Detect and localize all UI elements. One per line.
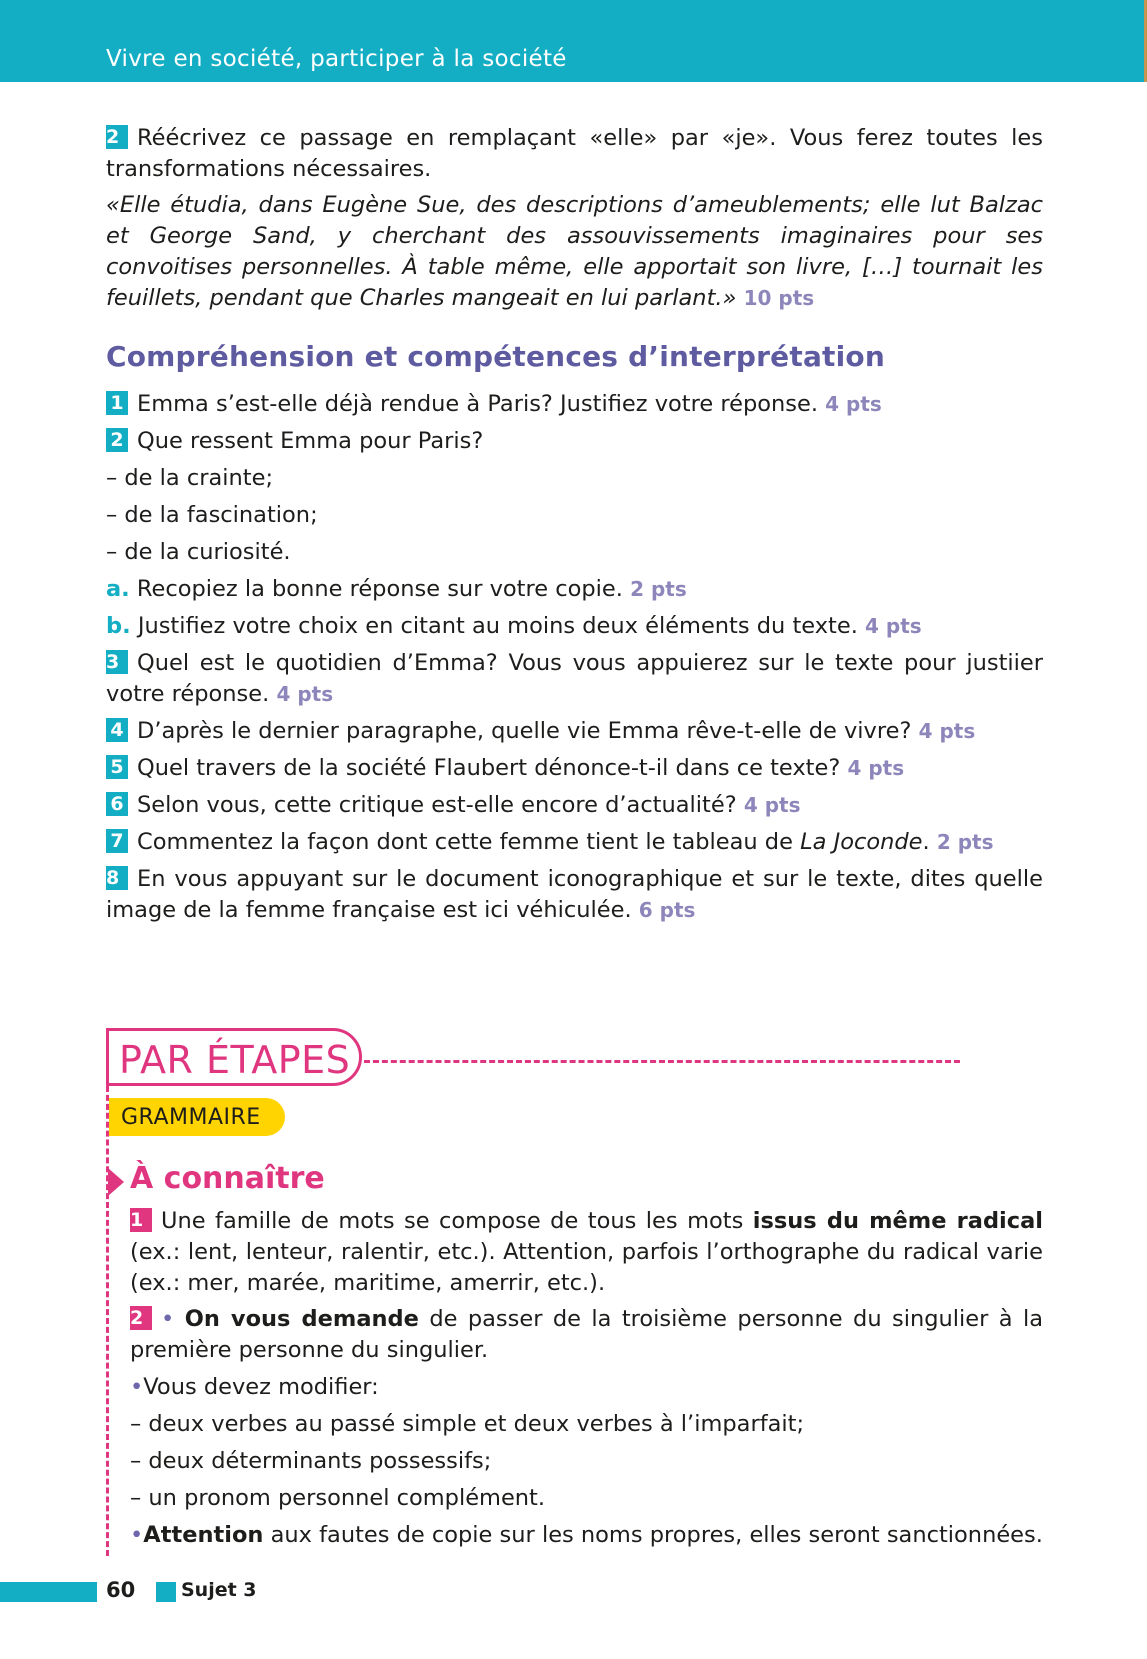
a-connaitre-heading: À connaître: [130, 1161, 325, 1196]
section-title: Compréhension et compétences d’interprétation: [106, 340, 885, 373]
dashed-divider: [364, 1060, 960, 1063]
note-1: 1 Une famille de mots se compose de tous les mots issus du même radical (ex.: lent, lenteur, ralentir, etc.). Attention, parfois l’orthographe du radical varie (ex.: mer, marée, maritime, amerrir, etc.).: [130, 1208, 1043, 1296]
footer-square-icon: [156, 1582, 176, 1602]
points: 10 pts: [743, 286, 815, 310]
attention-note: •Attention aux fautes de copie sur les noms propres, elles seront sanctionnées.: [130, 1522, 1043, 1548]
modify-label: •Vous devez modifier:: [130, 1374, 379, 1400]
footer-bar: [0, 1582, 97, 1602]
rewrite-quote: «Elle étudia, dans Eugène Sue, des descriptions d’ameublements; elle lut Balzac et George Sand, y cherchant des assouvissements imaginaires pour ses convoitises personnelles. À table même, elle apportait son livre, […] tournait les feuillets, pendant que Charles mangeait en lui parlant.» 10 pts: [106, 192, 1043, 311]
question-6: 6 Selon vous, cette critique est-elle encore d’actualité? 4 pts: [106, 790, 1043, 821]
grammar-notes: [130, 1206, 1043, 1551]
question-4: 4 D’après le dernier paragraphe, quelle vie Emma rêve-t-elle de vivre? 4 pts: [106, 716, 1043, 747]
question-1: 1 Emma s’est-elle déjà rendue à Paris? Justifiez votre réponse. 4 pts: [106, 389, 1043, 420]
question-2: 2 Que ressent Emma pour Paris?: [106, 426, 1043, 457]
dashed-margin-line: [106, 1086, 109, 1556]
triangle-marker-icon: [108, 1168, 124, 1196]
question-3: 3 Quel est le quotidien d’Emma? Vous vous appuierez sur le texte pour justiier votre réponse. 4 pts: [106, 650, 1043, 707]
par-etapes-box: [106, 1028, 362, 1086]
par-etapes-title: PAR ÉTAPES: [119, 1038, 351, 1082]
question-8: 8 En vous appuyant sur le document iconographique et sur le texte, dites quelle image de la femme française est ici véhiculée. 6 pts: [106, 866, 1043, 923]
modify-item: – deux déterminants possessifs;: [130, 1448, 492, 1474]
footer-label: Sujet 3: [181, 1579, 257, 1601]
modify-item: – un pronom personnel complément.: [130, 1485, 546, 1511]
question-5: 5 Quel travers de la société Flaubert dénonce-t-il dans ce texte? 4 pts: [106, 753, 1043, 784]
modify-item: – deux verbes au passé simple et deux verbes à l’imparfait;: [130, 1411, 805, 1437]
option-3: – de la curiosité.: [106, 539, 291, 565]
question-2a: a. Recopiez la bonne réponse sur votre copie. 2 pts: [106, 576, 687, 602]
question-2b: b. Justifiez votre choix en citant au moins deux éléments du texte. 4 pts: [106, 613, 922, 639]
questions-list: [106, 389, 1043, 926]
option-2: – de la fascination;: [106, 502, 318, 528]
rewrite-instruction: 2 Réécrivez ce passage en remplaçant «elle» par «je». Vous ferez toutes les transformations nécessaires.: [106, 125, 1043, 182]
comprehension-section: [106, 340, 1043, 373]
question-7: 7 Commentez la façon dont cette femme tient le tableau de La Joconde. 2 pts: [106, 827, 1043, 858]
page-header: [0, 0, 1147, 82]
page-number: 60: [106, 1578, 136, 1602]
option-1: – de la crainte;: [106, 465, 274, 491]
grammaire-tag: GRAMMAIRE: [109, 1098, 285, 1136]
rewrite-exercise: [106, 123, 1043, 314]
header-title: Vivre en société, participer à la société: [106, 46, 567, 72]
note-2: 2 • On vous demande de passer de la troisième personne du singulier à la première personne du singulier.: [130, 1306, 1043, 1363]
question-number: 2: [106, 125, 128, 149]
